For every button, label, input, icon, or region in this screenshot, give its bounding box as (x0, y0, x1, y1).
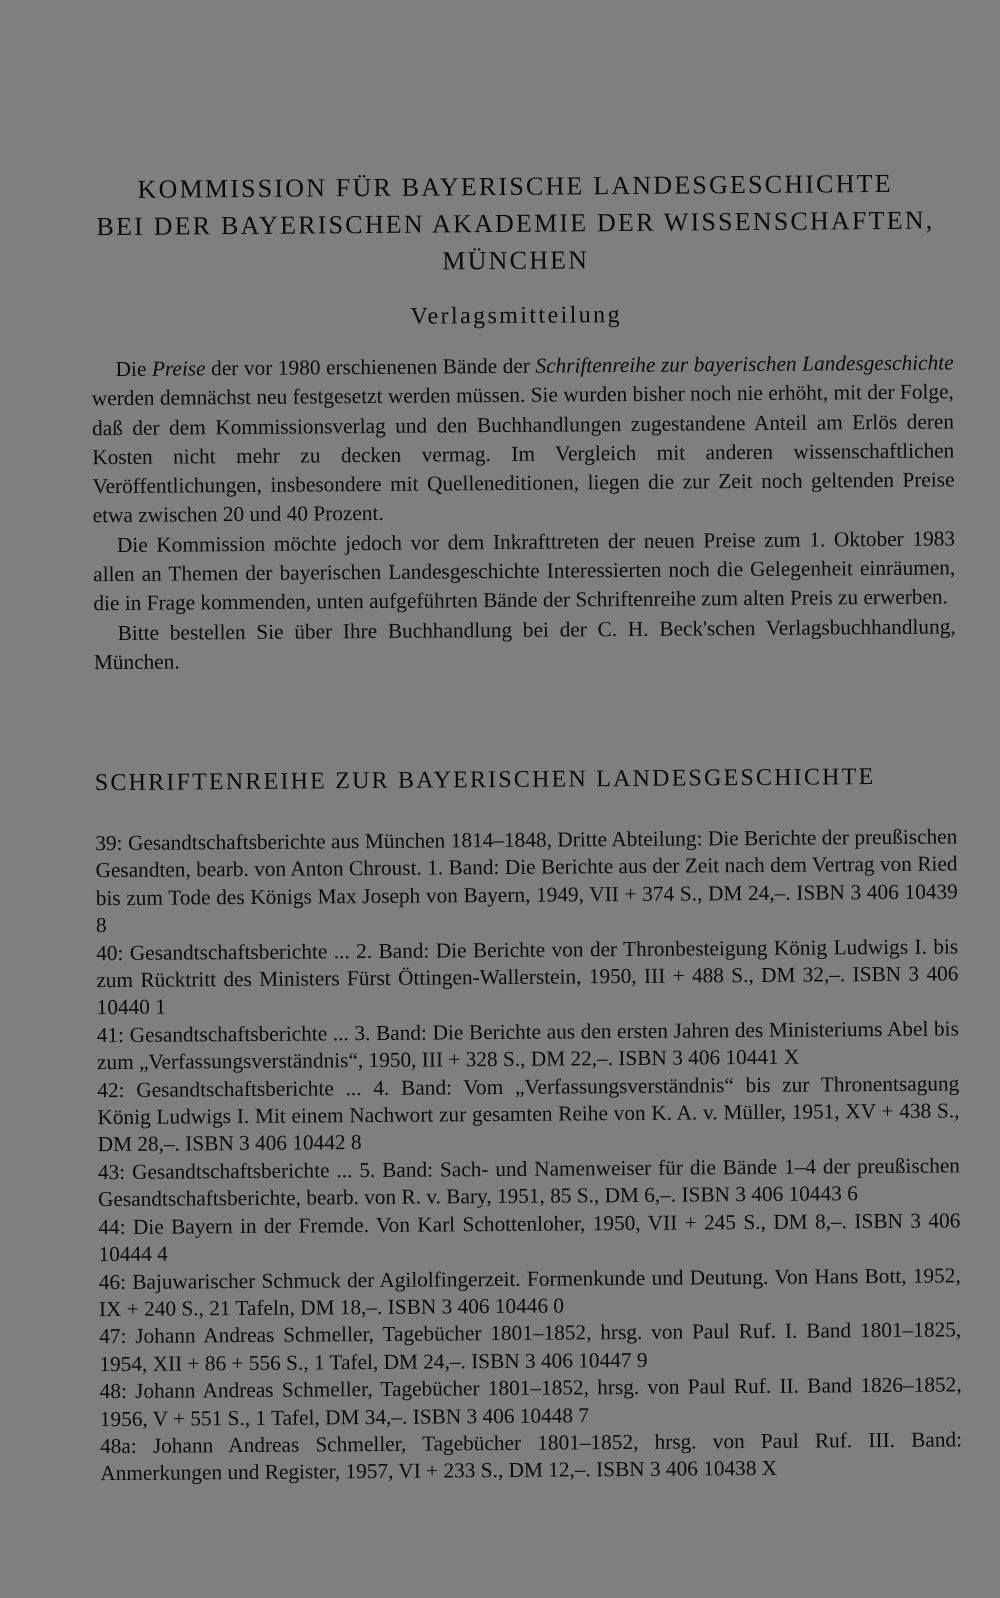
list-item: 48: Johann Andreas Schmeller, Tagebücher 1801–1852, hrsg. von Paul Ruf. II. Band 1826–1852, 1956, V + 551 S., 1 Tafel, DM 34,–. ISBN 3 406 10448 7 (99, 1372, 962, 1431)
notice-p1-text-e: werden demnächst neu festgesetzt werden müssen. Sie wurden bisher noch nie erhöht, mit der Folge, daß der dem Kommissionsverlag und den Buchhandlungen zugestandene Anteil am Erlös deren Kosten nicht mehr zu decken vermag. Im Vergleich mit anderen wissenschaftlichen Veröffentlichungen, insbesondere mit Quelleneditionen, liegen die zur Zeit noch geltenden Preise etwa zwischen 20 und 40 Prozent. (91, 379, 955, 528)
masthead-line-3: MÜNCHEN (442, 245, 590, 276)
list-item: 43: Gesandtschaftsberichte ... 5. Band: Sach- und Namenweiser für die Bände 1–4 der preußischen Gesandtschaftsberichte, bearb. von R. v. Bary, 1951, 85 S., DM 6,–. ISBN 3 406 10443 6 (97, 1153, 960, 1212)
notice-body (91, 348, 956, 677)
masthead-line-1: KOMMISSION FÜR BAYERISCHE LANDESGESCHICHTE (137, 168, 893, 204)
notice-paragraph-1 (91, 348, 954, 531)
notice-paragraph-3: Bitte bestellen Sie über Ihre Buchhandlung bei der C. H. Beck'schen Verlagsbuchhandlung, München. (93, 614, 956, 675)
series-title: SCHRIFTENREIHE ZUR BAYERISCHEN LANDESGESCHICHTE (94, 764, 876, 797)
notice-p1-emphasis-preise: Preise (151, 356, 206, 381)
list-item: 40: Gesandtschaftsberichte ... 2. Band: Die Berichte von der Thronbesteigung König Ludwigs I. bis zum Rücktritt des Ministers Fürst Öttingen-Wallerstein, 1950, III + 488 S., DM 32,–. ISBN 3 406 10440 1 (96, 934, 959, 1020)
list-item: 42: Gesandtschaftsberichte ... 4. Band: Vom „Verfassungsverständnis“ bis zur Thronentsagung König Ludwigs I. Mit einem Nachwort zur gesamten Reihe von K. A. v. Müller, 1951, XV + 438 S., DM 28,–. ISBN 3 406 10442 8 (97, 1071, 960, 1157)
masthead-line-2: BEI DER BAYERISCHEN AKADEMIE DER WISSENSCHAFTEN, (96, 205, 935, 242)
list-item: 41: Gesandtschaftsberichte ... 3. Band: Die Berichte aus den ersten Jahren des Ministeriums Abel bis zum „Verfassungsverständnis“, 1950, III + 328 S., DM 22,–. ISBN 3 406 10441 X (96, 1016, 959, 1075)
list-item: 39: Gesandtschaftsberichte aus München 1814–1848, Dritte Abteilung: Die Berichte der preußischen Gesandten, bearb. von Anton Chroust. 1. Band: Die Berichte aus der Zeit nach dem Vertrag von Ried bis zum Tode des Königs Max Joseph von Bayern, 1949, VII + 374 S., DM 24,–. ISBN 3 406 10439 8 (95, 824, 958, 938)
list-item: 48a: Johann Andreas Schmeller, Tagebücher 1801–1852, hrsg. von Paul Ruf. III. Band: Anmerkungen und Register, 1957, VI + 233 S., DM 12,–. ISBN 3 406 10438 X (99, 1427, 963, 1486)
notice-title: Verlagsmitteilung (410, 302, 623, 330)
notice-p1-emphasis-series: Schriftenreihe zur bayerischen Landesgeschichte (535, 350, 954, 378)
series-entry-list (95, 823, 962, 1487)
masthead (75, 164, 956, 282)
notice-p1-text-c: der vor 1980 erschienenen Bände der (205, 353, 536, 381)
list-item: 44: Die Bayern in der Fremde. Von Karl Schottenloher, 1950, VII + 245 S., DM 8,–. ISBN 3 406 10444 4 (98, 1208, 961, 1267)
list-item: 46: Bajuwarischer Schmuck der Agilolfingerzeit. Formenkunde und Deutung. Von Hans Bott, 1952, IX + 240 S., 21 Tafeln, DM 18,–. ISBN 3 406 10446 0 (98, 1262, 961, 1322)
notice-paragraph-2: Die Kommission möchte jedoch vor dem Inkrafttreten der neuen Preise zum 1. Oktober 1983 allen an Themen der bayerischen Landesgeschichte Interessierten noch die Gelegenheit einräumen, die in Frage kommenden, unten aufgeführten Bände der Schriftenreihe zum alten Preis zu erwerben. (93, 526, 956, 616)
list-item: 47: Johann Andreas Schmeller, Tagebücher 1801–1852, hrsg. von Paul Ruf. I. Band 1801–1825, 1954, XII + 86 + 556 S., 1 Tafel, DM 24,–. ISBN 3 406 10447 9 (99, 1317, 962, 1376)
notice-p1-text-a: Die (115, 356, 153, 382)
